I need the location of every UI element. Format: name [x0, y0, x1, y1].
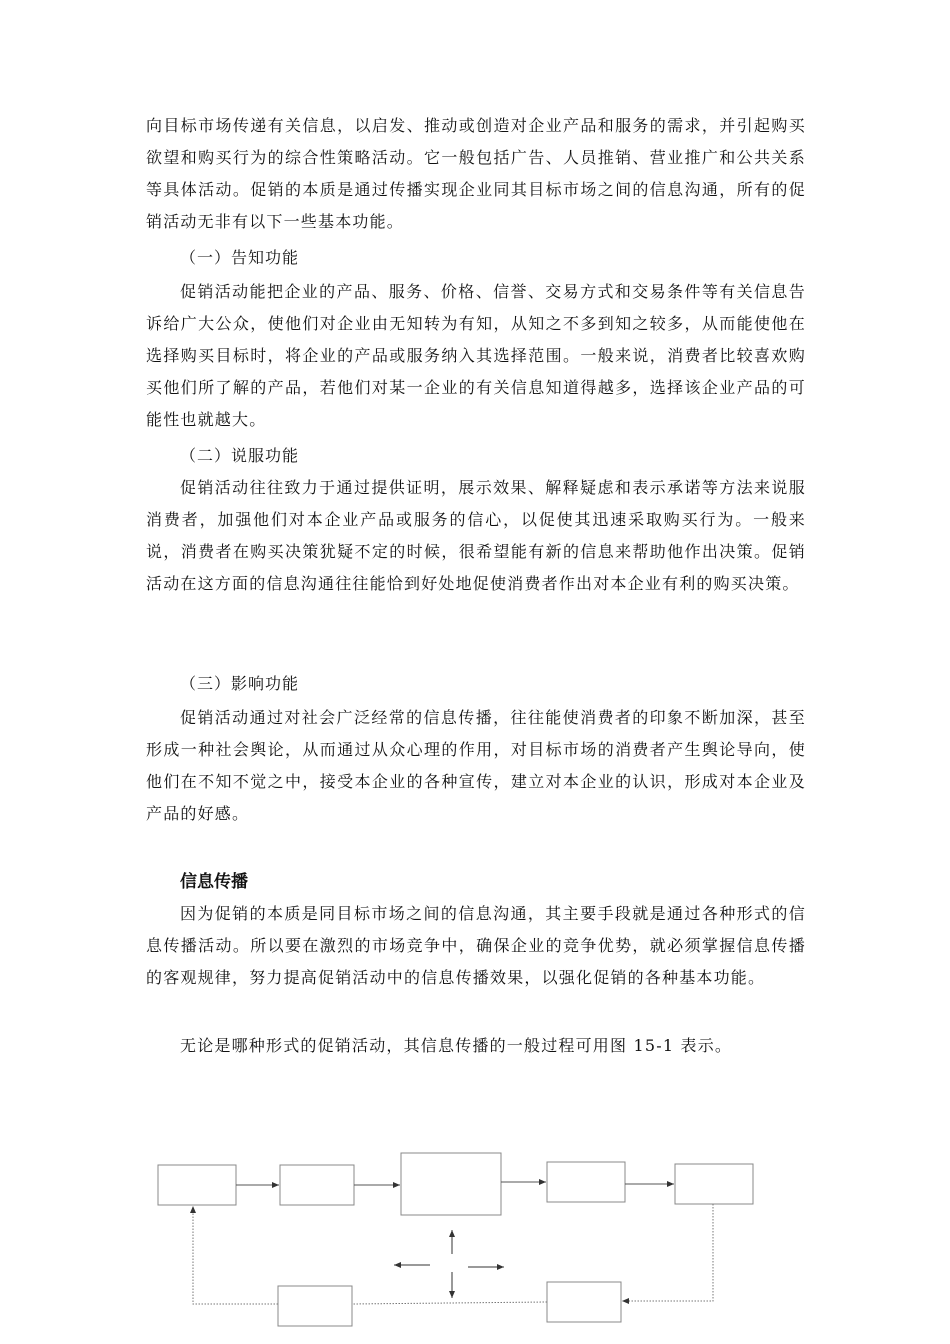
section-heading-inform: （一）告知功能	[180, 248, 300, 267]
inform-paragraph: 促销活动能把企业的产品、服务、价格、信誉、交易方式和交易条件等有关信息告诉给广大公众，使他们对企业由无知转为有知，从知之不多到知之较多，从而能使他在选择购买目标时，将企业的产品或服务纳入其选择范围。一般来说，消费者比较喜欢购买他们所了解的产品，若他们对某一企业的有关信息知道得越多，选择该企业产品的可能性也就越大。	[146, 282, 806, 429]
communication-process-diagram	[0, 1130, 950, 1344]
process-box-1	[158, 1165, 236, 1205]
process-box-4	[547, 1162, 625, 1202]
feedback-box-right	[547, 1282, 621, 1322]
figure-reference-paragraph: 无论是哪种形式的促销活动，其信息传播的一般过程可用图 15-1 表示。	[180, 1036, 733, 1055]
feedback-line-middle	[352, 1302, 547, 1304]
feedback-box-left	[278, 1286, 352, 1326]
influence-paragraph: 促销活动通过对社会广泛经常的信息传播，往往能使消费者的印象不断加深，甚至形成一种社会舆论，从而通过从众心理的作用，对目标市场的消费者产生舆论导向，使他们在不知不觉之中，接受本企业的各种宣传，建立对本企业的认识，形成对本企业及产品的好感。	[146, 708, 806, 823]
feedback-line-left	[193, 1206, 278, 1304]
process-box-5	[675, 1164, 753, 1204]
process-box-3	[401, 1153, 501, 1215]
feedback-line-right	[622, 1204, 713, 1301]
intro-paragraph: 向目标市场传递有关信息，以启发、推动或创造对企业产品和服务的需求，并引起购买欲望和购买行为的综合性策略活动。它一般包括广告、人员推销、营业推广和公共关系等具体活动。促销的本质是通过传播实现企业同其目标市场之间的信息沟通，所有的促销活动无非有以下一些基本功能。	[146, 116, 806, 231]
communication-paragraph: 因为促销的本质是同目标市场之间的信息沟通，其主要手段就是通过各种形式的信息传播活动。所以要在激烈的市场竞争中，确保企业的竞争优势，就必须掌握信息传播的客观规律，努力提高促销活动中的信息传播效果，以强化促销的各种基本功能。	[146, 904, 806, 987]
section-heading-persuade: （二）说服功能	[180, 446, 300, 465]
section-heading-communication: 信息传播	[180, 872, 248, 892]
process-box-2	[280, 1165, 354, 1205]
section-heading-influence: （三）影响功能	[180, 674, 300, 693]
persuade-paragraph: 促销活动往往致力于通过提供证明，展示效果、解释疑虑和表示承诺等方法来说服消费者，加强他们对本企业产品或服务的信心，以促使其迅速采取购买行为。一般来说，消费者在购买决策犹疑不定的时候，很希望能有新的信息来帮助他作出决策。促销活动在这方面的信息沟通往往能恰到好处地促使消费者作出对本企业有利的购买决策。	[146, 478, 806, 593]
